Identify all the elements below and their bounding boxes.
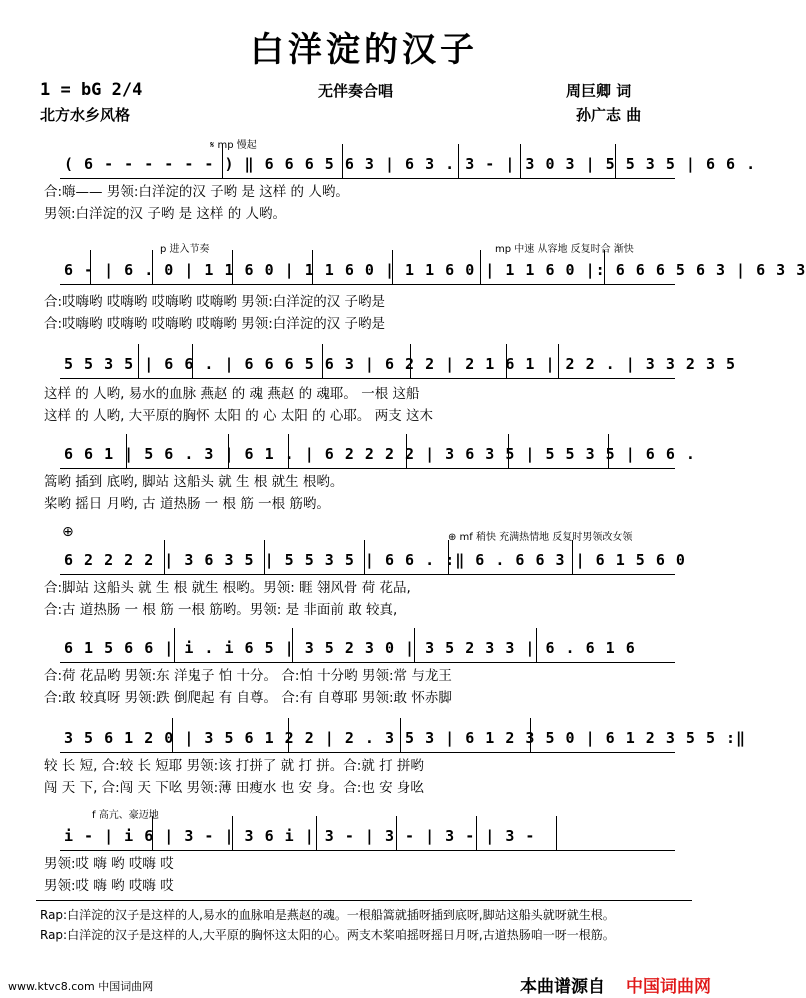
footer-source-label: 本曲谱源自 — [520, 977, 605, 997]
notation-line-3: 5 5 3 5 | 6 6 . | 6 6 6 5 6 3 | 6 2 2 | 2 1 6 1 | 2 2 . | 3 3 2 3 5 — [64, 355, 737, 373]
lyrics-5a: 合:脚站 这船头 就 生 根 就生 根哟。男领: 睚 翎风骨 荷 花品, — [44, 580, 411, 596]
style-label: 北方水乡风格 — [40, 106, 131, 124]
expression-mark: p 进入节奏 — [160, 244, 210, 255]
notation-line-5: 6 2 2 2 2 | 3 6 3 5 | 5 5 3 5 | 6 6 . :‖ 6 . 6 6 3 | 6 1 5 6 0 — [64, 551, 686, 569]
notation-line-4: 6 6 1 | 5 6 . 3 | 6 1 . | 6 2 2 2 2 | 3 6 3 5 | 5 5 3 5 | 6 6 . — [64, 445, 696, 463]
lyrics-8a: 男领:哎 嗨 哟 哎嗨 哎 — [44, 856, 174, 872]
lyrics-7a: 较 长 短, 合:较 长 短耶 男领:该 打拼了 就 打 拼。合:就 打 拼哟 — [44, 758, 424, 774]
lyrics-3b: 这样 的 人哟, 大平原的胸怀 太阳 的 心 太阳 的 心耶。 两支 这木 — [44, 408, 433, 424]
lyrics-5b: 合:古 道热肠 一 根 筋 一根 筋哟。男领: 是 非面前 敢 较真, — [44, 602, 398, 618]
notation-line-6: 6 1 5 6 6 | i . i 6 5 | 3 5 2 3 0 | 3 5 2 3 3 | 6 . 6 1 6 — [64, 639, 636, 657]
lyrics-4b: 桨哟 摇日 月哟, 古 道热肠 一 根 筋 一根 筋哟。 — [44, 496, 330, 512]
tempo-mark: mp 中速 从容地 反复时合 渐快 — [495, 244, 634, 255]
expression-mark: 𝄋 mp 慢起 — [210, 140, 257, 151]
footer-brand[interactable]: 中国词曲网 — [626, 977, 711, 997]
tempo-mark: ⊕ mf 稍快 充满热情地 反复时男领改女领 — [448, 532, 633, 543]
lyrics-2b: 合:哎嗨哟 哎嗨哟 哎嗨哟 哎嗨哟 男领:白洋淀的汉 子哟是 — [44, 316, 386, 332]
lyrics-8b: 男领:哎 嗨 哟 哎嗨 哎 — [44, 878, 174, 894]
footer-site[interactable]: www.ktvc8.com 中国词曲网 — [8, 980, 154, 993]
rap-line-1: Rap:白洋淀的汉子是这样的人,易水的血脉咱是燕赵的魂。一根船篙就插呀插到底呀,脚站这船头就呀就生根。 — [40, 908, 615, 922]
key-signature: 1 = bG 2/4 — [40, 80, 143, 100]
notation-line-8: i - | i 6 | 3 - | 3 6 i | 3 - | 3 - | 3 - | 3 - — [64, 827, 536, 845]
lyrics-3a: 这样 的 人哟, 易水的血脉 燕赵 的 魂 燕赵 的 魂耶。 一根 这船 — [44, 386, 420, 402]
notation-line-7: 3 5 6 1 2 0 | 3 5 6 1 2 2 | 2 . 3 5 3 | 6 1 2 3 5 0 | 6 1 2 3 5 5 :‖ — [64, 729, 747, 747]
lyrics-7b: 闯 天 下, 合:闯 天 下吆 男领:薄 田瘦水 也 安 身。合:也 安 身吆 — [44, 780, 424, 796]
expression-mark: f 高亢、豪迈地 — [92, 810, 159, 821]
coda-mark: ⊕ — [62, 524, 74, 540]
rap-line-2: Rap:白洋淀的汉子是这样的人,大平原的胸怀这太阳的心。两支木桨咱摇呀摇日月呀,古道热肠咱一呀一根筋。 — [40, 928, 615, 942]
notation-line-2: 6 - | 6 . 0 | 1 1 6 0 | 1 1 6 0 | 1 1 6 0 | 1 1 6 0 |: 6 6 6 5 6 3 | 6 3 3 — [64, 261, 806, 279]
rap-divider — [36, 900, 692, 901]
performance-label: 无伴奏合唱 — [318, 82, 394, 100]
composer-credit: 孙广志 曲 — [576, 106, 642, 124]
lyricist-credit: 周巨卿 词 — [566, 82, 632, 100]
song-title: 白洋淀的汉子 — [250, 30, 478, 70]
lyrics-1b: 男领:白洋淀的汉 子哟 是 这样 的 人哟。 — [44, 206, 287, 222]
lyrics-6b: 合:敢 较真呀 男领:跌 倒爬起 有 自尊。 合:有 自尊耶 男领:敢 怀赤脚 — [44, 690, 452, 706]
lyrics-2a: 合:哎嗨哟 哎嗨哟 哎嗨哟 哎嗨哟 男领:白洋淀的汉 子哟是 — [44, 294, 386, 310]
lyrics-6a: 合:荷 花品哟 男领:东 洋鬼子 怕 十分。 合:怕 十分哟 男领:常 与龙王 — [44, 668, 452, 684]
lyrics-1a: 合:嗨—— 男领:白洋淀的汉 子哟 是 这样 的 人哟。 — [44, 184, 349, 200]
notation-line-1: ( 6 - - - - - - ) ‖ 6 6 6 5 6 3 | 6 3 . 3 - | 3 0 3 | 5 5 3 5 | 6 6 . — [64, 155, 757, 173]
lyrics-4a: 篙哟 插到 底哟, 脚站 这船头 就 生 根 就生 根哟。 — [44, 474, 344, 490]
